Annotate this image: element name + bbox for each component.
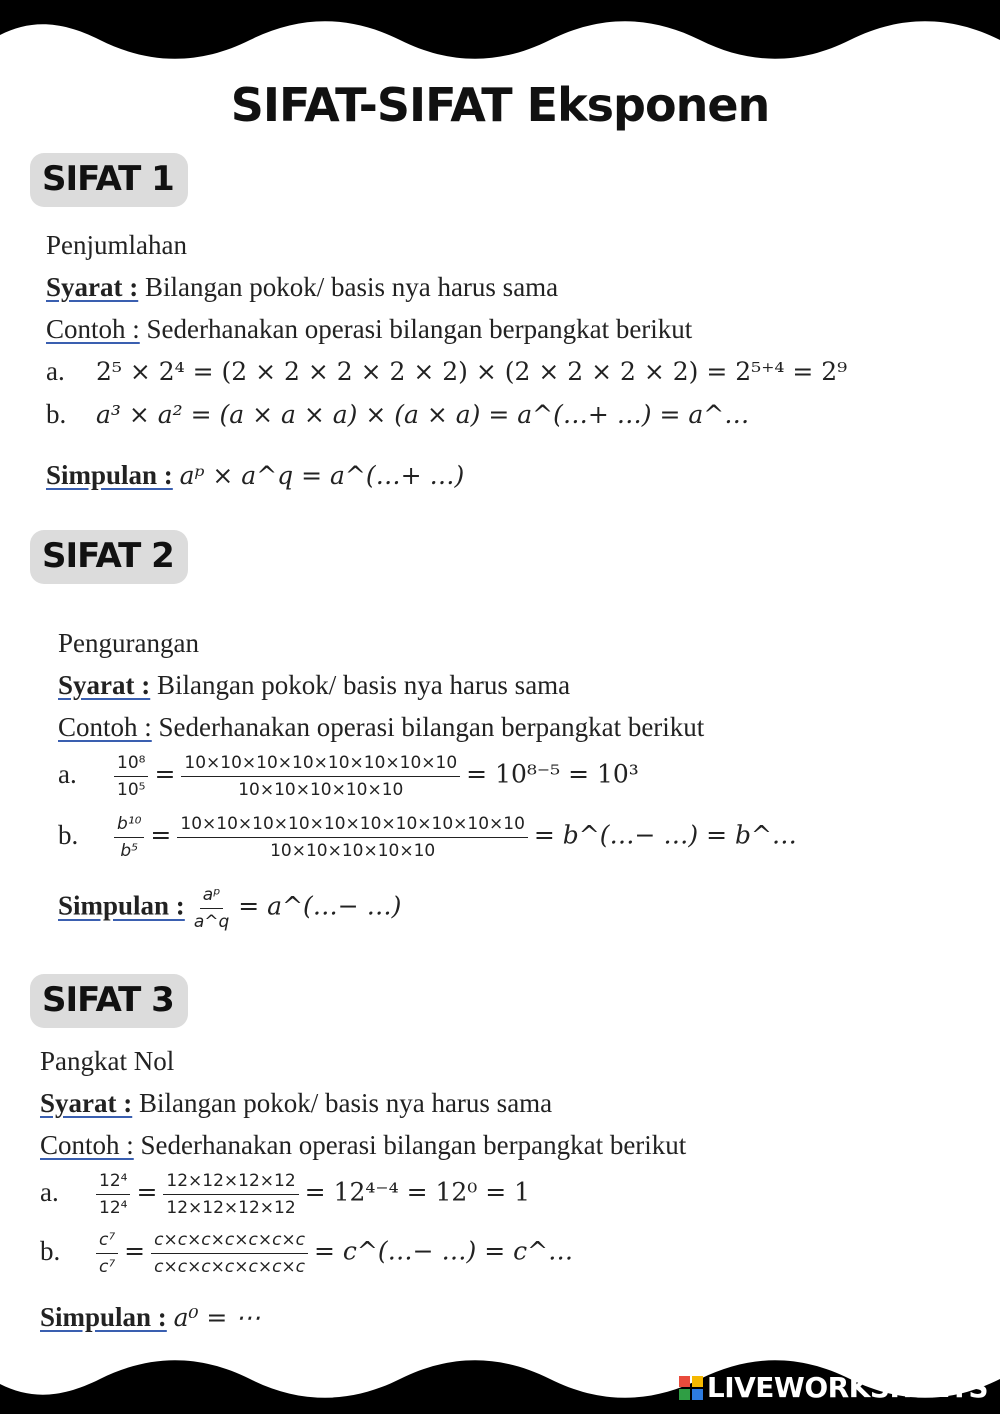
sifat-2-section xyxy=(58,622,797,933)
fraction-numerator: b¹⁰ xyxy=(114,813,144,838)
simpulan-label: Simpulan : xyxy=(40,1302,167,1332)
page-title: SIFAT-SIFAT Eksponen xyxy=(230,78,770,132)
example-b-expression: a³ × a² = (a × a × a) × (a × a) = a^(…+ …) = a^… xyxy=(96,400,750,429)
example-a-label: a. xyxy=(46,356,65,386)
fraction-numerator: 10⁸ xyxy=(114,752,148,777)
sifat-2-heading: Pengurangan xyxy=(58,628,199,658)
fraction xyxy=(177,813,528,862)
example-b-tail: = c^(…− …) = c^… xyxy=(314,1236,574,1266)
contoh-text: Sederhanakan operasi bilangan berpangkat berikut xyxy=(133,1130,687,1160)
sifat-1-badge: SIFAT 1 xyxy=(30,153,188,207)
fraction-denominator: 10×10×10×10×10 xyxy=(238,780,404,800)
fraction xyxy=(96,1170,130,1219)
example-a-tail: = 12⁴⁻⁴ = 12⁰ = 1 xyxy=(304,1177,531,1207)
sifat-3-example-b: b. $\frac{\text{c⁷}}{\text{c⁷}}$ = $\frac{c\times c\times c\times c\times c\times c\times c}{c\times c\times c\times c\times c\times c\times c}$ = c^(…− …) = c^… xyxy=(40,1230,574,1277)
example-a-tail: = 10⁸⁻⁵ = 10³ xyxy=(466,759,639,789)
liveworksheets-logo-icon xyxy=(679,1376,703,1400)
fraction-numerator: 10×10×10×10×10×10×10×10 xyxy=(181,752,460,777)
syarat-text: Bilangan pokok/ basis nya harus sama xyxy=(138,272,559,302)
fraction-denominator: 12⁴ xyxy=(99,1198,128,1218)
fraction xyxy=(114,813,144,862)
sifat-3-syarat xyxy=(40,1082,686,1124)
fraction-denominator: 12×12×12×12 xyxy=(166,1198,296,1218)
fraction-numerator: 10×10×10×10×10×10×10×10×10×10 xyxy=(177,813,528,838)
syarat-text: Bilangan pokok/ basis nya harus sama xyxy=(132,1088,553,1118)
fraction xyxy=(151,1229,308,1278)
liveworksheets-logo xyxy=(679,1371,988,1404)
sifat-1-syarat xyxy=(46,266,847,308)
contoh-label: Contoh : xyxy=(58,712,152,742)
syarat-text: Bilangan pokok/ basis nya harus sama xyxy=(150,670,571,700)
contoh-label: Contoh : xyxy=(40,1130,134,1160)
liveworksheets-logo-text: LIVEWORKSHEETS xyxy=(706,1371,988,1404)
syarat-label: Syarat : xyxy=(46,272,139,302)
sifat-2-badge: SIFAT 2 xyxy=(30,530,188,584)
sifat-1-heading: Penjumlahan xyxy=(46,230,187,260)
fraction-denominator: a^q xyxy=(193,912,230,932)
sifat-3-example-a: a. $\frac{\text{12⁴}}{\text{12⁴}}$ = $\frac{12\times 12\times 12\times 12}{12\times 12\times 12\times 12}$ = 12⁴⁻⁴ = 12⁰ = 1 xyxy=(40,1171,531,1218)
contoh-text: Sederhanakan operasi bilangan berpangkat berikut xyxy=(151,712,705,742)
fraction xyxy=(163,1170,298,1219)
sifat-3-contoh xyxy=(40,1124,686,1166)
syarat-label: Syarat : xyxy=(40,1088,133,1118)
syarat-label: Syarat : xyxy=(58,670,151,700)
sifat-3-badge: SIFAT 3 xyxy=(30,974,188,1028)
sifat-2-syarat xyxy=(58,664,797,706)
example-b-label: b. xyxy=(58,819,79,850)
contoh-label: Contoh : xyxy=(46,314,140,344)
contoh-text: Sederhanakan operasi bilangan berpangkat berikut xyxy=(139,314,693,344)
fraction-numerator: 12⁴ xyxy=(96,1170,130,1195)
example-b-label: b. xyxy=(40,1235,61,1266)
example-a-expression: 2⁵ × 2⁴ = (2 × 2 × 2 × 2 × 2) × (2 × 2 × 2 × 2) = 2⁵⁺⁴ = 2⁹ xyxy=(96,357,848,386)
sifat-1-contoh xyxy=(46,308,847,350)
sifat-1-simpulan xyxy=(46,454,847,497)
top-wave-decoration xyxy=(0,0,1000,70)
fraction xyxy=(191,884,232,933)
sifat-2-contoh xyxy=(58,706,797,748)
example-a-label: a. xyxy=(40,1176,59,1207)
fraction-numerator: 12×12×12×12 xyxy=(163,1170,298,1195)
fraction xyxy=(114,752,148,801)
fraction-denominator: b⁵ xyxy=(120,841,139,861)
sifat-2-example-a: a. $\frac{\text{10⁸}}{\text{10⁵}}$ = $\frac{10\times 10\times 10\times 10\times 10\times 10\times 10\times 10}{10\times 10\times 10\times 10\times 10}$ = 10⁸⁻⁵ = 10³ xyxy=(58,753,639,800)
fraction-denominator: c⁷ xyxy=(99,1257,116,1277)
simpulan-label: Simpulan : xyxy=(58,890,185,921)
sifat-1-example-b xyxy=(46,393,847,436)
fraction-denominator: c×c×c×c×c×c×c xyxy=(154,1257,306,1277)
fraction xyxy=(96,1229,118,1278)
simpulan-expression: a⁰ = ⋯ xyxy=(173,1303,261,1332)
simpulan-tail: = a^(…− …) xyxy=(238,891,402,921)
sifat-3-simpulan xyxy=(40,1296,686,1339)
sifat-2-simpulan xyxy=(58,884,797,933)
sifat-1-section xyxy=(46,224,847,497)
simpulan-expression: aᵖ × a^q = a^(…+ …) xyxy=(179,461,465,490)
fraction-denominator: 10×10×10×10×10 xyxy=(270,841,436,861)
fraction-numerator: c⁷ xyxy=(96,1229,118,1254)
sifat-3-section xyxy=(40,1040,686,1339)
fraction-denominator: 10⁵ xyxy=(117,780,146,800)
fraction-numerator: c×c×c×c×c×c×c xyxy=(151,1229,308,1254)
example-b-label: b. xyxy=(46,399,67,429)
sifat-1-example-a xyxy=(46,350,847,393)
example-a-label: a. xyxy=(58,758,77,789)
sifat-3-heading: Pangkat Nol xyxy=(40,1046,175,1076)
fraction xyxy=(181,752,460,801)
sifat-2-example-b: b. $\frac{\text{b¹⁰}}{\text{b⁵}}$ = $\frac{10\times 10\times 10\times 10\times 10\times 10\times 10\times 10\times 10\times 10}{10\times 10\times 10\times 10\times 10}$ = b^(…− …) = b^… xyxy=(58,814,797,861)
fraction-numerator: aᵖ xyxy=(200,884,224,909)
example-b-tail: = b^(…− …) = b^… xyxy=(533,820,797,850)
simpulan-label: Simpulan : xyxy=(46,460,173,490)
